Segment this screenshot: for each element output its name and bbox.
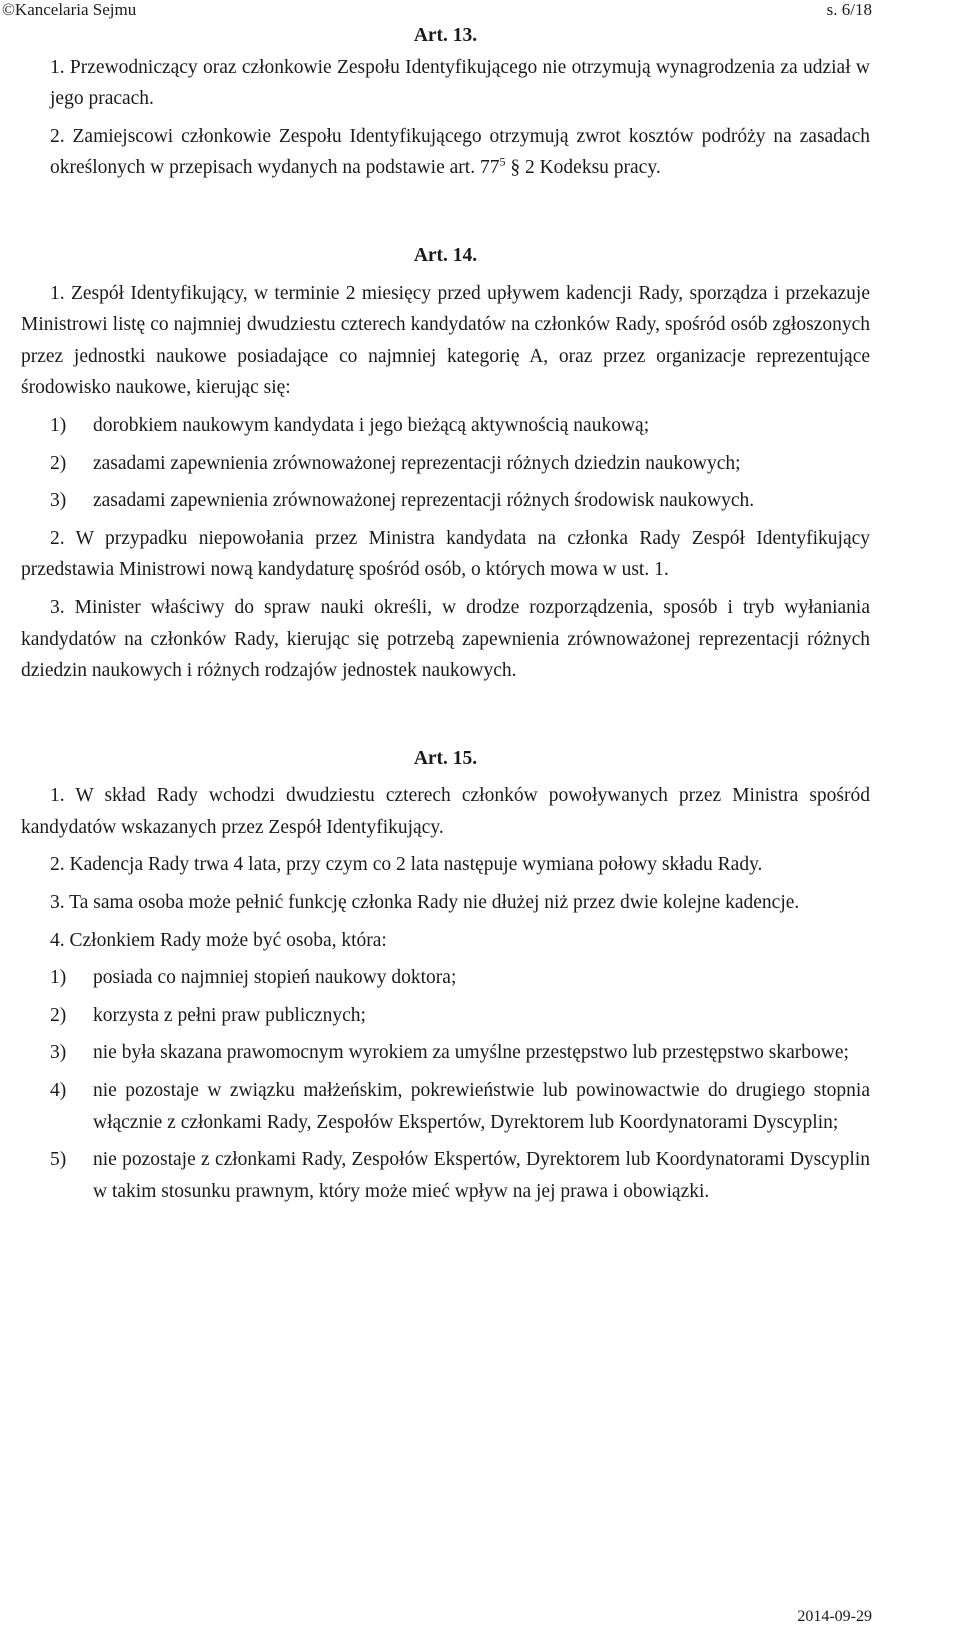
art15-list-item bbox=[21, 1037, 870, 1069]
item-text: nie pozostaje w związku małżeńskim, pokrewieństwie lub powinowactwie do drugiego stopnia włącznie z członkami Rady, Zespołów Ekspertów, Dyrektorem lub Koordynatorami Dyscyplin; bbox=[93, 1080, 870, 1133]
art15-paragraph-3: 3. Ta sama osoba może pełnić funkcję członka Rady nie dłużej niż przez dwie kolejne kadencje. bbox=[50, 892, 800, 914]
art14-list-item bbox=[21, 410, 870, 442]
item-number: 2) bbox=[50, 452, 67, 474]
header-copyright: ©Kancelaria Sejmu bbox=[2, 0, 137, 19]
header-page-number: s. 6/18 bbox=[826, 0, 872, 19]
section-gap bbox=[21, 687, 870, 743]
section-gap bbox=[21, 184, 870, 240]
article-13-title: Art. 13. bbox=[413, 25, 478, 46]
art15-list-item bbox=[21, 1000, 870, 1032]
item-text: posiada co najmniej stopień naukowy doktora; bbox=[93, 967, 457, 989]
item-text: nie pozostaje z członkami Rady, Zespołów Ekspertów, Dyrektorem lub Koordynatorami Dyscyplin w takim stosunku prawnym, który może mieć wpływ na jej prawa i obowiązki. bbox=[93, 1149, 870, 1202]
art14-paragraph-2: 2. W przypadku niepowołania przez Ministra kandydata na członka Rady Zespół Identyfikujący przedstawia Ministrowi nową kandydaturę spośród osób, o których mowa w ust. 1. bbox=[21, 527, 870, 581]
item-text: korzysta z pełni praw publicznych; bbox=[93, 1004, 366, 1026]
art15-paragraph-1: 1. W skład Rady wchodzi dwudziestu czterech członków powoływanych przez Ministra spośród kandydatów wskazanych przez Zespół Identyfikujący. bbox=[21, 785, 870, 838]
art15-list-item bbox=[21, 962, 870, 994]
document-body bbox=[21, 20, 870, 1207]
art13-paragraph-1: 1. Przewodniczący oraz członkowie Zespołu Identyfikującego nie otrzymują wynagrodzenia za udział w jego pracach. bbox=[50, 56, 870, 110]
item-number: 1) bbox=[50, 967, 67, 989]
art15-list-item bbox=[21, 1075, 870, 1138]
item-text: nie była skazana prawomocnym wyrokiem za umyślne przestępstwo lub przestępstwo skarbowe; bbox=[93, 1042, 849, 1064]
art13-p2-text: 2. Zamiejscowi członkowie Zespołu Identyfikującego otrzymują zwrot kosztów podróży na zasadach określonych w przepisach wydanych na podstawie art. 77 bbox=[50, 125, 870, 179]
art14-paragraph-3: 3. Minister właściwy do spraw nauki określi, w drodze rozporządzenia, sposób i tryb wyłaniania kandydatów na członków Rady, kierując się potrzebą zapewnienia zrównoważonej reprezentacji różnych dziedzin naukowych i różnych rodzajów jednostek naukowych. bbox=[21, 596, 870, 682]
item-text: zasadami zapewnienia zrównoważonej reprezentacji różnych środowisk naukowych. bbox=[93, 490, 755, 512]
item-text: zasadami zapewnienia zrównoważonej reprezentacji różnych dziedzin naukowych; bbox=[93, 452, 741, 474]
art13-paragraph-2 bbox=[21, 121, 870, 184]
art14-list-item bbox=[21, 485, 870, 517]
item-number: 5) bbox=[50, 1149, 67, 1171]
item-number: 4) bbox=[50, 1080, 67, 1102]
item-number: 3) bbox=[50, 1042, 67, 1064]
footer-date: 2014-09-29 bbox=[797, 1608, 872, 1625]
article-15-title: Art. 15. bbox=[413, 747, 478, 769]
item-text: dorobkiem naukowym kandydata i jego bieżącą aktywnością naukową; bbox=[93, 414, 650, 436]
art13-p2-tail: § 2 Kodeksu pracy. bbox=[505, 157, 661, 179]
item-number: 1) bbox=[50, 414, 67, 436]
article-14-title: Art. 14. bbox=[413, 244, 478, 266]
item-number: 2) bbox=[50, 1004, 67, 1026]
art15-paragraph-4: 4. Członkiem Rady może być osoba, która: bbox=[50, 929, 387, 951]
art15-list-item bbox=[21, 1144, 870, 1207]
art14-list-item bbox=[21, 448, 870, 480]
art14-paragraph-1: 1. Zespół Identyfikujący, w terminie 2 miesięcy przed upływem kadencji Rady, sporządza i przekazuje Ministrowi listę co najmniej dwudziestu czterech kandydatów na członków Rady, spośród osób zgłoszonych przez jednostki naukowe posiadające co najmniej kategorię A, oraz przez organizacje reprezentujące środowisko naukowe, kierując się: bbox=[21, 282, 870, 399]
art15-paragraph-2: 2. Kadencja Rady trwa 4 lata, przy czym co 2 lata następuje wymiana połowy składu Rady. bbox=[50, 854, 763, 876]
art13-p2-superscript: 5 bbox=[499, 154, 506, 169]
item-number: 3) bbox=[50, 490, 67, 512]
